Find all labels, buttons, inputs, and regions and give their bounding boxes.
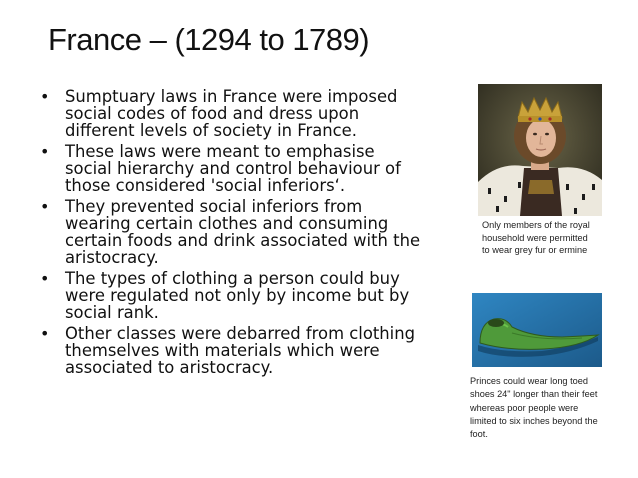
bullet-line: social codes of food and dress upon — [65, 104, 360, 123]
bullet-item — [40, 198, 440, 266]
bullet-line: social rank. — [65, 303, 159, 322]
bullet-icon: • — [40, 269, 50, 288]
bullet-line: associated to aristocracy. — [65, 358, 274, 377]
bullet-icon: • — [40, 197, 50, 216]
bullet-line: different levels of society in France. — [65, 121, 357, 140]
bullet-icon: • — [40, 87, 50, 106]
bullet-line: Other classes were debarred from clothing — [65, 324, 416, 343]
bullet-item — [40, 270, 440, 321]
bullet-list — [40, 88, 440, 380]
bullet-line: They prevented social inferiors from — [65, 197, 363, 216]
bullet-icon: • — [40, 324, 50, 343]
bullet-item — [40, 325, 440, 376]
bullet-line: These laws were meant to emphasise — [65, 142, 375, 161]
king-portrait-image — [478, 84, 602, 216]
bullet-icon: • — [40, 142, 50, 161]
bullet-item — [40, 143, 440, 194]
slide-title: France – (1294 to 1789) — [48, 22, 370, 57]
bullet-line: were regulated not only by income but by — [65, 286, 410, 305]
bullet-line: certain foods and drink associated with the — [65, 231, 421, 250]
bullet-line: wearing certain clothes and consuming — [65, 214, 389, 233]
bullet-item — [40, 88, 440, 139]
bullet-line: those considered 'social inferiors‘. — [65, 176, 346, 195]
bullet-line: aristocracy. — [65, 248, 159, 267]
bullet-line: The types of clothing a person could buy — [65, 269, 400, 288]
bullet-line: themselves with materials which were — [65, 341, 380, 360]
portrait-caption: Only members of the royal household were permitted to wear grey fur or ermine — [482, 220, 590, 255]
long-toed-shoe-image — [472, 293, 602, 367]
shoe-caption: Princes could wear long toed shoes 24" longer than their feet whereas poor people were limited to six inches beyond the foot. — [470, 376, 598, 440]
bullet-line: social hierarchy and control behaviour of — [65, 159, 401, 178]
bullet-line: Sumptuary laws in France were imposed — [65, 87, 398, 106]
